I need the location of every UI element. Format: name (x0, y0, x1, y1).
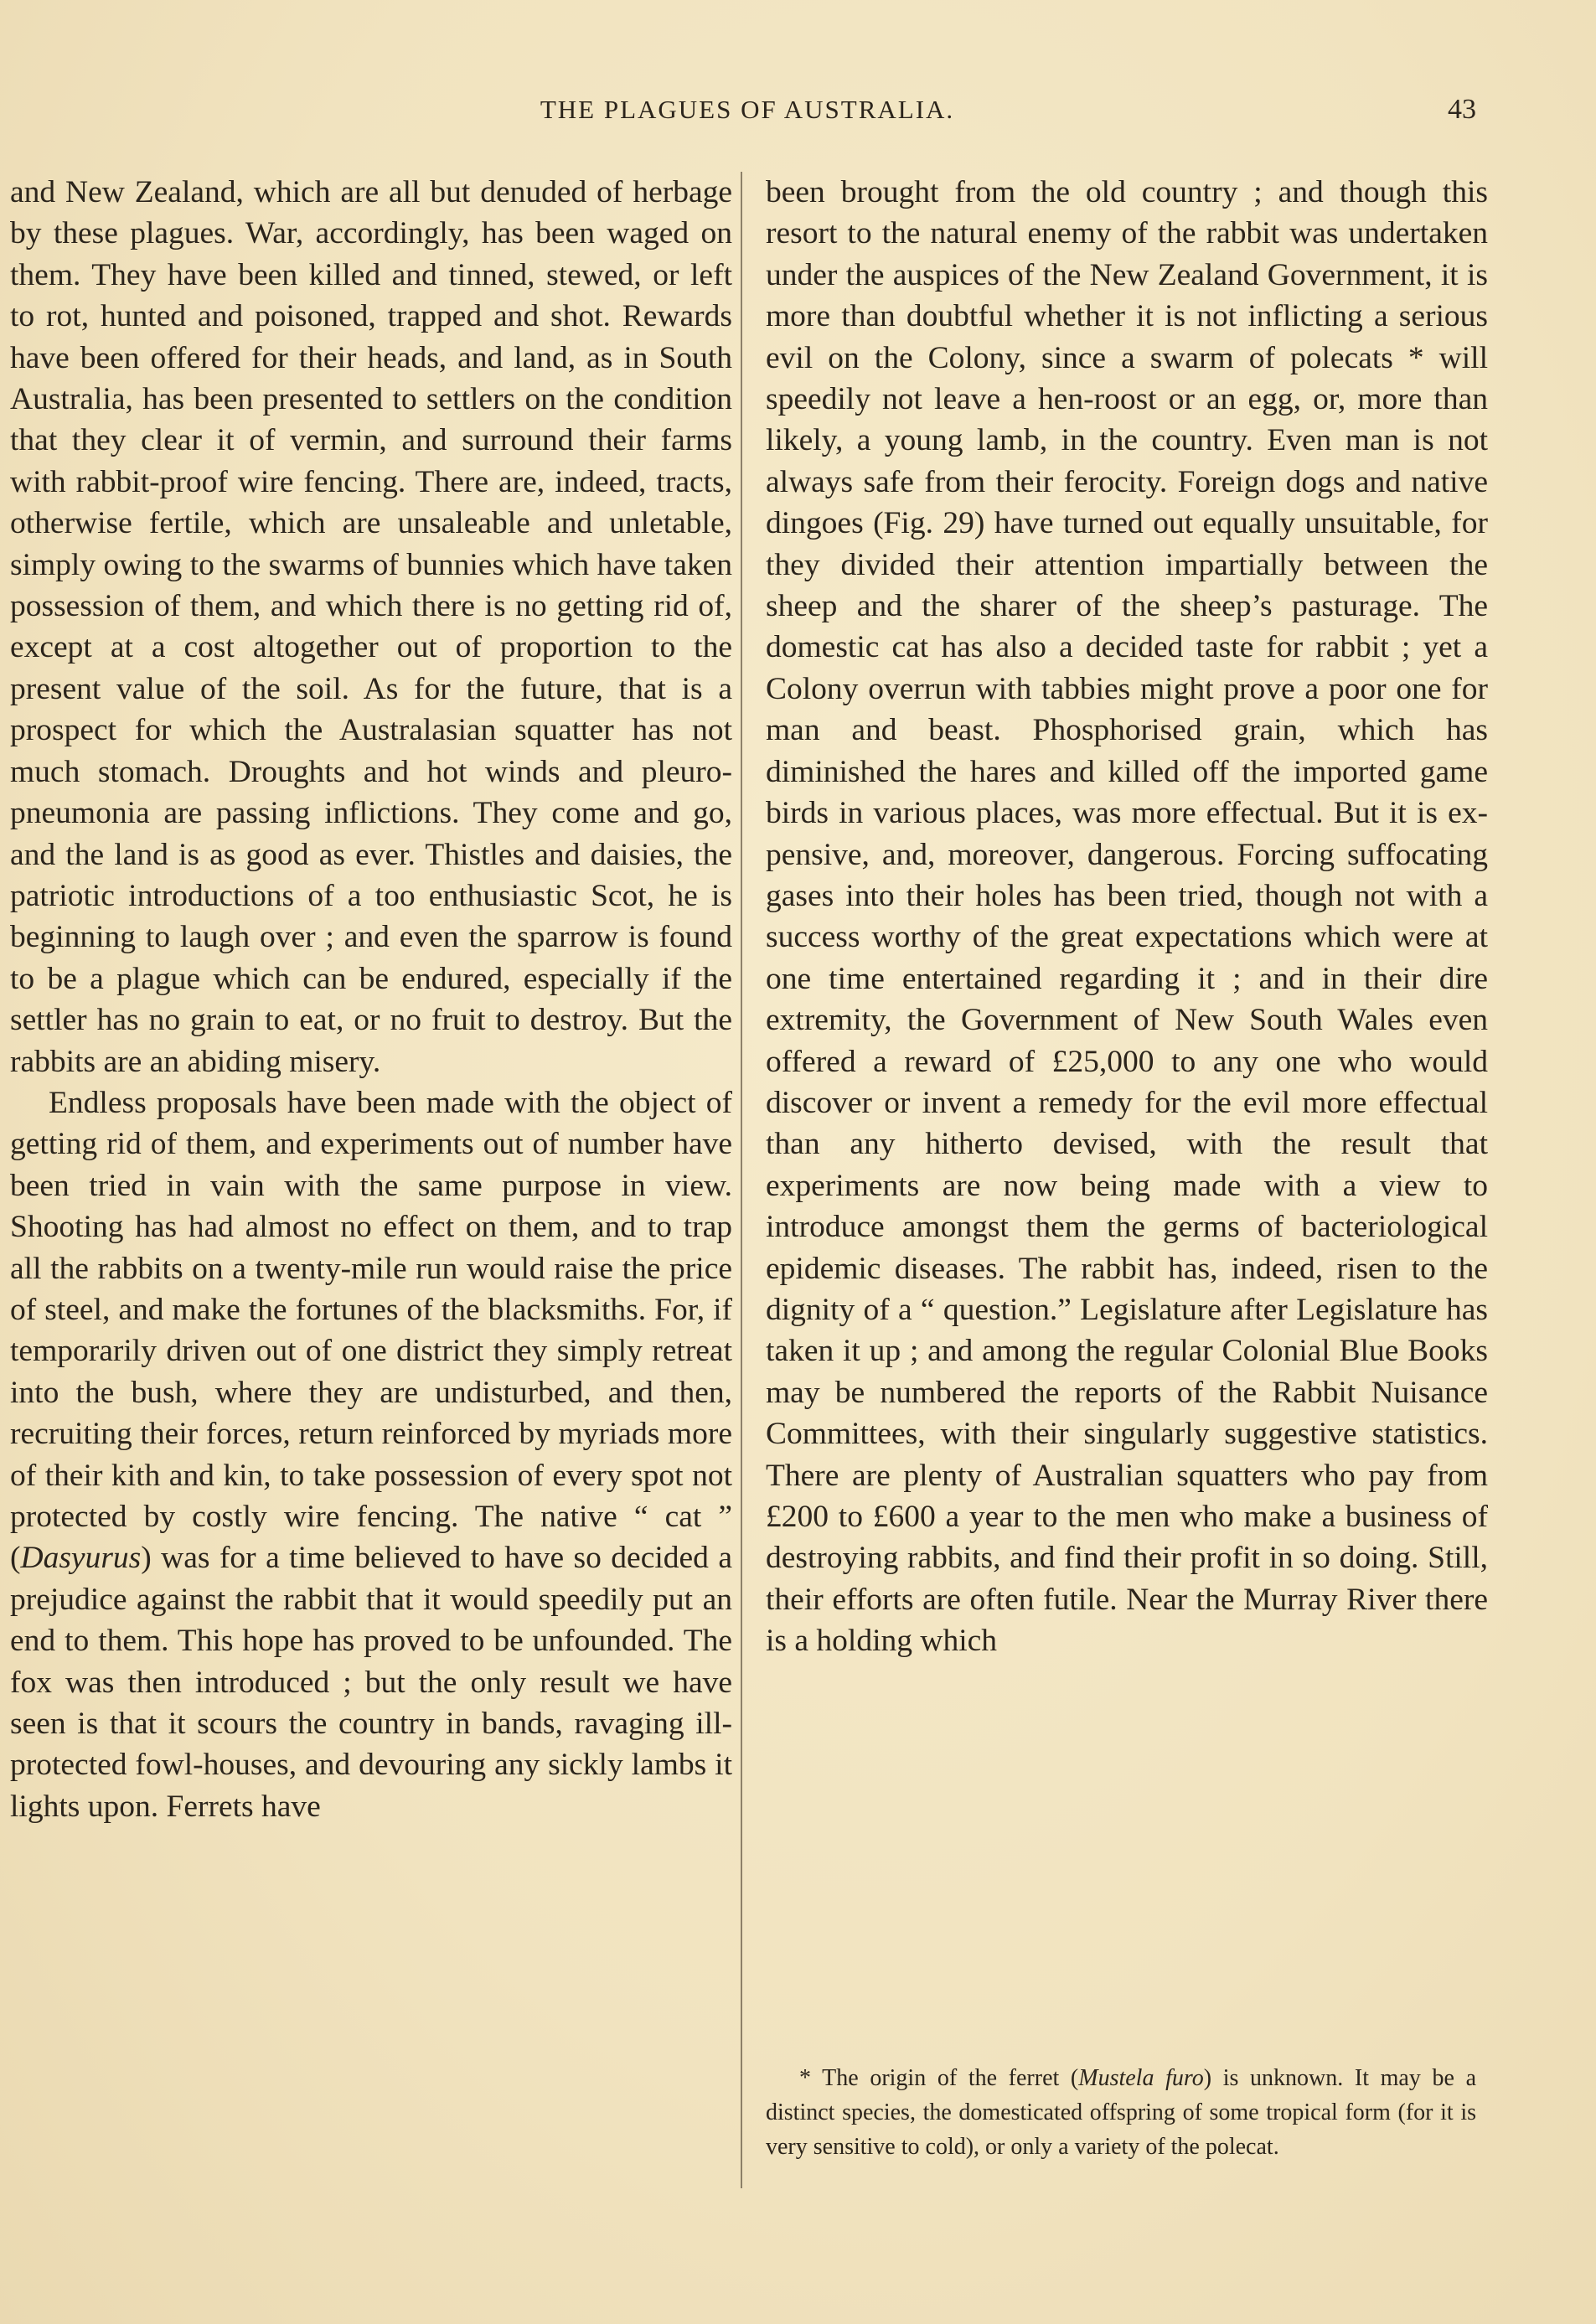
page-number: 43 (1448, 94, 1476, 125)
right-column (766, 172, 1488, 1662)
left-paragraph-1: and New Zealand, which are all but denuded of herbage by these plagues. War, accordingly, has been waged on them. They have been killed and tinned, stewed, or left to rot, hunted and poisoned, trapped and shot. Rewards have been offered for their heads, and land, as in South Australia, has been presented to settlers on the condition that they clear it of vermin, and surround their farms with rabbit-proof wire fencing. There are, indeed, tracts, otherwise fertile, which are unsaleable and unletable, simply owing to the swarms of bunnies which have taken possession of them, and which there is no getting rid of, except at a cost altogether out of proportion to the present value of the soil. As for the future, that is a prospect for which the Australasian squatter has not much stomach. Droughts and hot winds and pleuro-pneumonia are passing inflictions. They come and go, and the land is as good as ever. Thistles and daisies, the patriotic introductions of a too enthusiastic Scot, he is beginning to laugh over ; and even the sparrow is found to be a plague which can be endured, especially if the settler has no grain to eat, or no fruit to destroy. But the rabbits are an abiding misery. (10, 175, 732, 1079)
left-paragraph-2-text-a: Endless proposals have been made with the object of getting rid of them, and experiments out of number have been tried in vain with the same purpose in view. Shooting has had almost no effect on them, and to trap all the rabbits on a twenty-mile run would raise the price of steel, and make the fortunes of the blacksmiths. For, if temporarily driven out of one district they simply retreat into the bush, where they are undisturbed, and then, recruiting their forces, return reinforced by myriads more of their kith and kin, to take possession of every spot not protected by costly wire fencing. The native “ cat ” ( (10, 1085, 732, 1576)
running-title: THE PLAGUES OF AUSTRALIA. (540, 95, 955, 124)
left-column (10, 172, 732, 1827)
footnote (766, 2061, 1476, 2164)
left-paragraph-2 (10, 1082, 732, 1827)
column-divider (741, 172, 742, 2188)
dasyurus-italic: Dasyurus (20, 1541, 142, 1576)
footnote-text-b: ) is unknown. It may be a distinct species, the domesticated offspring of some tropical form (for it is very sensitive to cold), or only a variety of the polecat. (766, 2065, 1477, 2160)
running-head (0, 90, 1596, 129)
footnote-text-a: * The origin of the ferret ( (799, 2065, 1079, 2091)
mustela-furo-italic: Mustela furo (1078, 2065, 1204, 2091)
left-paragraph-2-text-b: ) was for a time believed to have so decided a prejudice against the rabbit that it would speedily put an end to them. This hope has proved to be unfounded. The fox was then introduced ; but the only result we have seen is that it scours the country in bands, ravaging ill-protected fowl-houses, and devouring any sickly lambs it lights upon. Ferrets have (10, 1541, 732, 1824)
right-paragraph-1: been brought from the old country ; and though this resort to the natural enemy of the rabbit was undertaken under the auspices of the New Zealand Government, it is more than doubtful whether it is not inflicting a serious evil on the Colony, since a swarm of polecats * will speedily not leave a hen-roost or an egg, or, more than likely, a young lamb, in the country. Even man is not always safe from their ferocity. Foreign dogs and native dingoes (Fig. 29) have turned out equally unsuitable, for they divided their attention impartially between the sheep and the sharer of the sheep’s pasturage. The domestic cat has also a decided taste for rabbit ; yet a Colony overrun with tabbies might prove a poor one for man and beast. Phosphorised grain, which has diminished the hares and killed off the imported game birds in various places, was more effectual. But it is expensive, and, moreover, dangerous. Forcing suffocating gases into their holes has been tried, though not with a success worthy of the great expectations which were at one time entertained regarding it ; and in their dire extremity, the Government of New South Wales even offered a reward of £25,000 to any one who would discover or invent a remedy for the evil more effectual than any hitherto devised, with the result that experiments are now being made with a view to introduce amongst them the germs of bacteriological epidemic diseases. The rabbit has, indeed, risen to the dignity of a “ question.” Legislature after Legislature has taken it up ; and among the regular Colonial Blue Books may be numbered the reports of the Rabbit Nuisance Committees, with their singularly suggestive statistics. There are plenty of Australian squatters who pay from £200 to £600 a year to the men who make a business of destroying rabbits, and find their profit in so doing. Still, their efforts are often futile. Near the Murray River there is a holding which (766, 175, 1488, 1659)
